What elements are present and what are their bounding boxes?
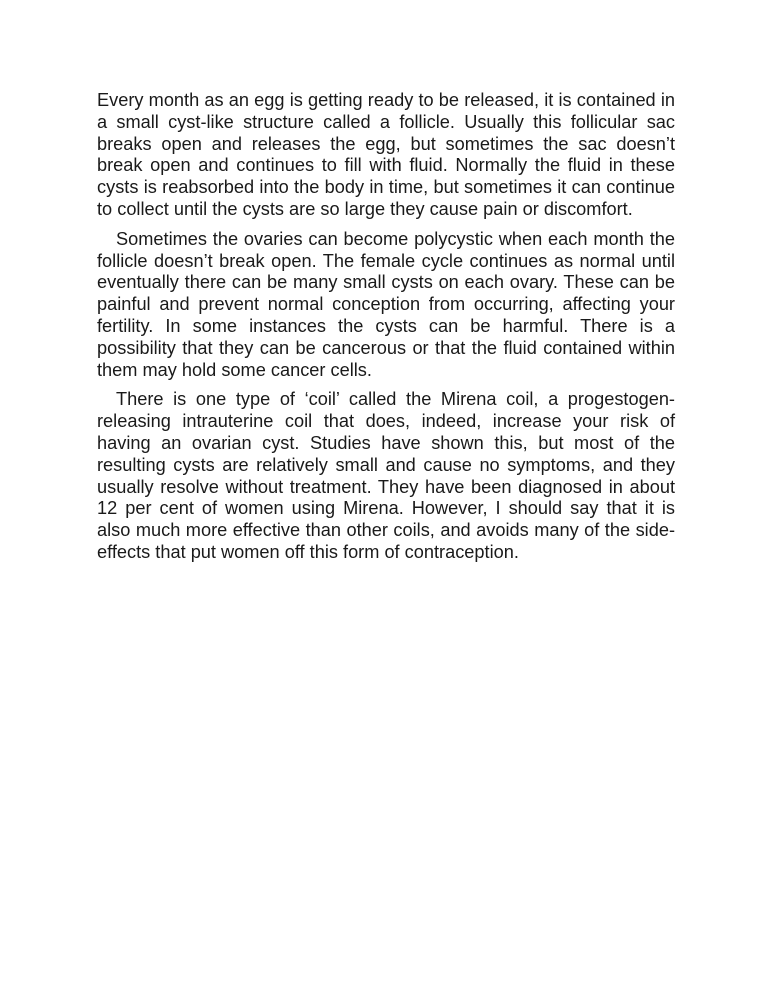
paragraph-follicle-cysts: Every month as an egg is getting ready to be released, it is contained in a small cyst-like structure called a follicle. Usually this follicular sac breaks open and releases the egg, but sometimes the sac doesn’t break open and continues to fill with fluid. Normally the fluid in these cysts is reabsorbed into the body in time, but sometimes it can continue to collect until the cysts are so large they cause pain or discomfort. bbox=[97, 90, 675, 219]
paragraph-polycystic-ovaries: Sometimes the ovaries can become polycystic when each month the follicle doesn’t break open. The female cycle continues as normal until eventually there can be many small cysts on each ovary. These can be painful and prevent normal conception from occurring, affecting your fertility. In some instances the cysts can be harmful. There is a possibility that they can be cancerous or that the fluid contained within them may hold some cancer cells. bbox=[97, 228, 675, 380]
page-body bbox=[97, 90, 675, 572]
paragraph-mirena-coil: There is one type of ‘coil’ called the Mirena coil, a progestogen-releasing intrauterine coil that does, indeed, increase your risk of having an ovarian cyst. Studies have shown this, but most of the resulting cysts are relatively small and cause no symptoms, and they usually resolve without treatment. They have been diagnosed in about 12 per cent of women using Mirena. However, I should say that it is also much more effective than other coils, and avoids many of the side-effects that put women off this form of contraception. bbox=[97, 389, 675, 562]
